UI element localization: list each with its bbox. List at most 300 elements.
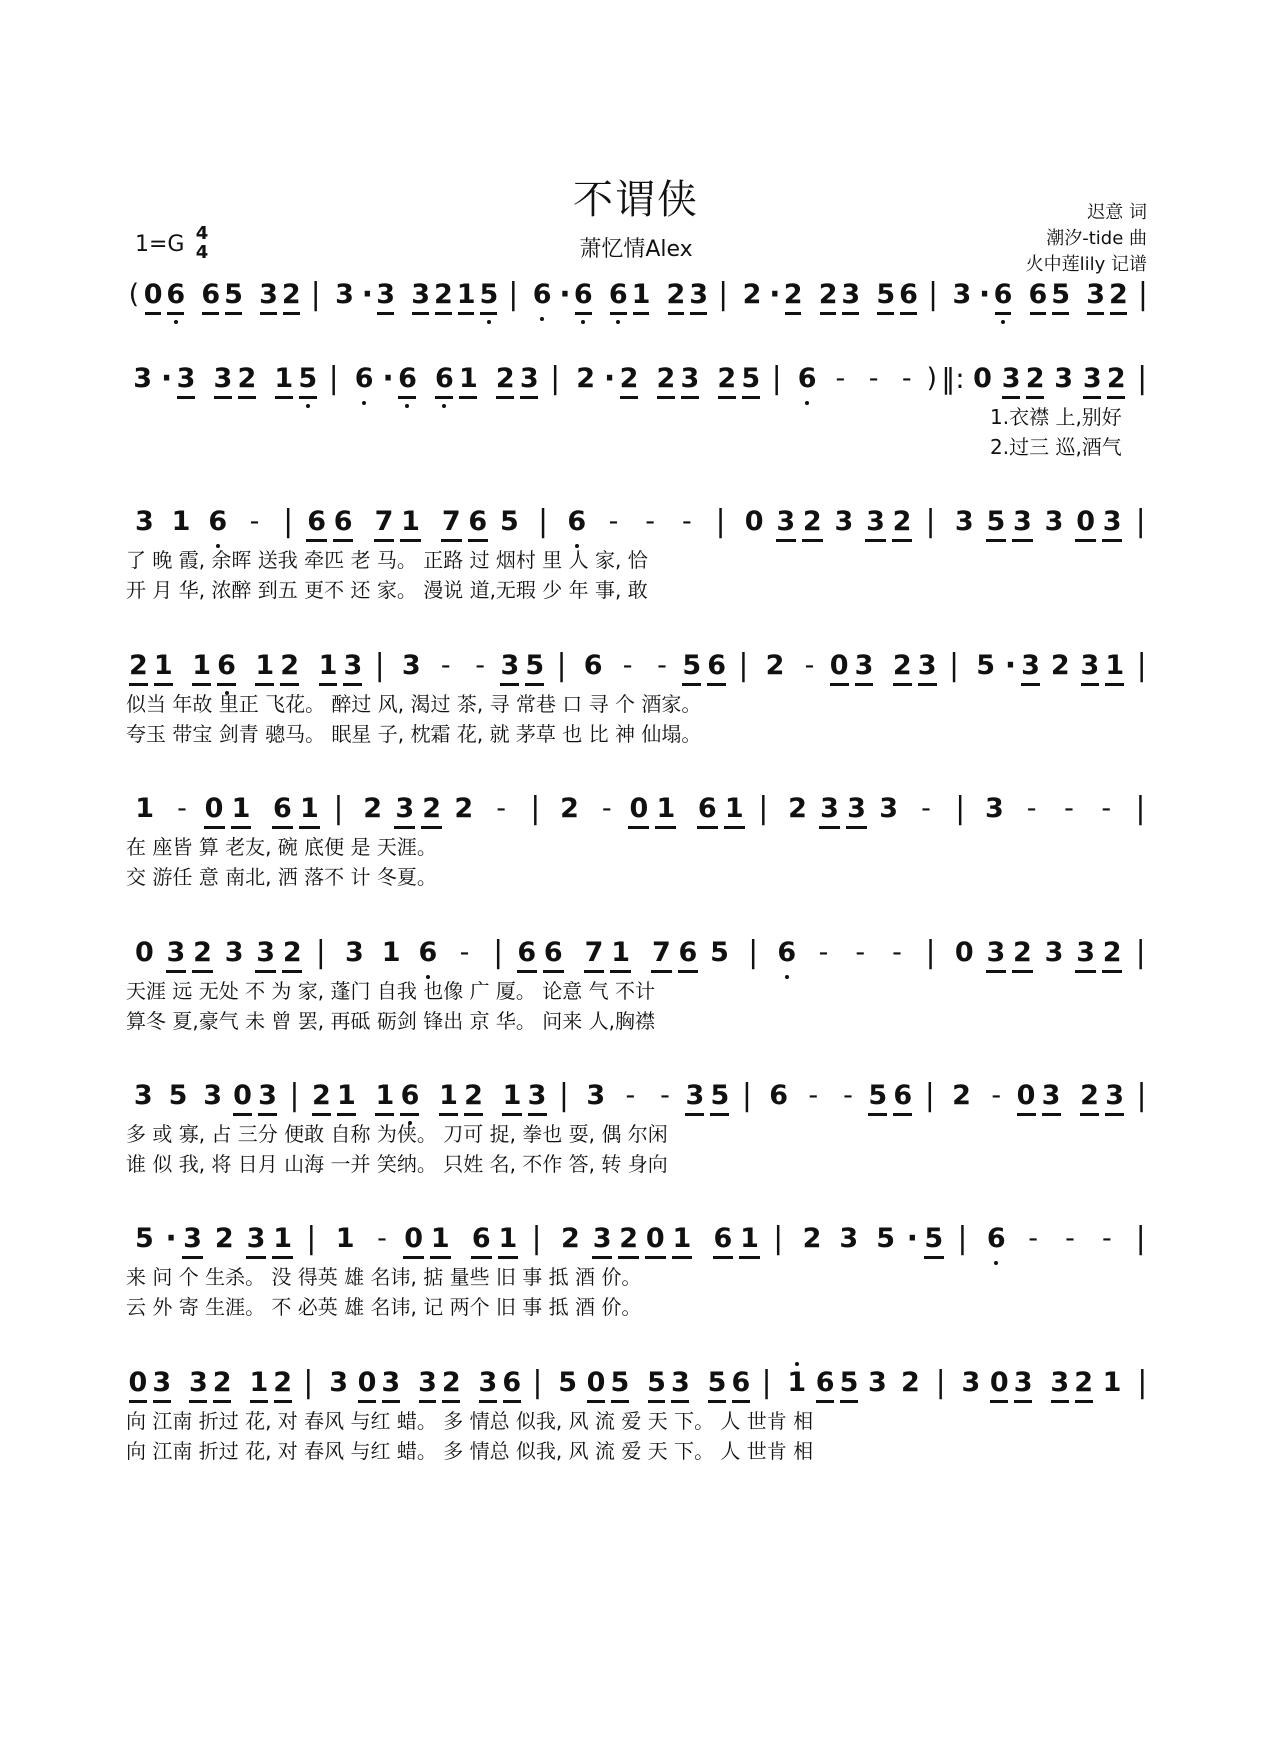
note: 3 bbox=[416, 1366, 440, 1400]
note: 2 bbox=[271, 1366, 295, 1400]
lyric-line bbox=[126, 862, 1156, 892]
note: 0 bbox=[143, 279, 163, 310]
lyric-text: 谁 似 我, 将 日月 山海 一并 笑纳。 只姓 名, 不作 答, 转 身向 bbox=[126, 1152, 668, 1176]
extension-dash: - bbox=[377, 1223, 387, 1254]
note: 5 bbox=[876, 1223, 896, 1254]
bar-line: | bbox=[935, 1365, 946, 1400]
note: 3 bbox=[179, 1222, 206, 1256]
note: 6 bbox=[514, 936, 541, 970]
extension-dash: - bbox=[1101, 1223, 1112, 1254]
note: 2 bbox=[666, 279, 686, 310]
lyric-text: 天涯 远 无处 不 为 家, 蓬门 自我 也像 广 厦。 论意 气 不计 bbox=[126, 979, 656, 1003]
note: 6 bbox=[572, 278, 595, 312]
bar-line: | bbox=[333, 791, 344, 826]
note: 7 bbox=[438, 505, 465, 539]
lyric-text: 了 晚 霞, 余晖 送我 牵匹 老 马。 正路 过 烟村 里 人 家, 恰 bbox=[126, 548, 648, 572]
notation-row bbox=[126, 278, 1156, 338]
bar-line: | bbox=[771, 361, 782, 396]
note: 3 bbox=[879, 793, 899, 824]
note: 2 bbox=[654, 362, 678, 396]
note: 1 bbox=[269, 1222, 296, 1256]
note: 1 bbox=[252, 649, 277, 683]
note: 6 bbox=[164, 278, 187, 312]
note: 6 bbox=[303, 505, 330, 539]
note: 3 bbox=[868, 1367, 887, 1398]
lyric-line bbox=[126, 1149, 1156, 1179]
note: 3 bbox=[340, 649, 365, 683]
note: 6 bbox=[410, 936, 447, 970]
note: 1 bbox=[316, 649, 341, 683]
note: 3 bbox=[586, 1080, 606, 1111]
lyric-text: 1.衣襟 上,别好 bbox=[990, 405, 1122, 429]
bar-line: | bbox=[556, 648, 567, 683]
note: 5 bbox=[921, 1222, 948, 1256]
note: 3 bbox=[1054, 363, 1074, 394]
note: 3 bbox=[335, 279, 354, 310]
note: 6 bbox=[330, 505, 357, 539]
augmentation-dot: · bbox=[382, 361, 394, 396]
lyric-text: 算冬 夏,豪气 未 曾 罢, 再砥 砺剑 锋出 京 华。 问来 人,胸襟 bbox=[126, 1009, 656, 1033]
note: 3 bbox=[150, 1366, 174, 1400]
bar-line: | bbox=[1135, 935, 1146, 970]
bar-line: | bbox=[1137, 277, 1148, 312]
note: 0 bbox=[954, 937, 974, 968]
note: 5 bbox=[865, 1079, 890, 1113]
lyric-text: 向 江南 折过 花, 对 春风 与红 蜡。 多 情总 似我, 风 流 爱 天 下。 人 世肯 相 bbox=[126, 1439, 814, 1463]
note: 3 bbox=[1044, 506, 1064, 537]
extension-dash: - bbox=[622, 650, 633, 681]
extension-dash: - bbox=[625, 1080, 636, 1111]
note: 6 bbox=[992, 278, 1015, 312]
note: 2 bbox=[1108, 279, 1128, 310]
note: 5 bbox=[224, 279, 243, 310]
note: 3 bbox=[999, 362, 1023, 396]
note: 2 bbox=[615, 1222, 642, 1256]
note: 3 bbox=[134, 506, 154, 537]
low-octave-dot bbox=[540, 317, 544, 321]
note: 3 bbox=[379, 1366, 403, 1400]
note: 2 bbox=[788, 793, 807, 824]
low-octave-dot bbox=[581, 320, 585, 324]
note: 0 bbox=[1014, 1079, 1039, 1113]
note: 3 bbox=[852, 649, 877, 683]
low-octave-dot bbox=[1001, 320, 1005, 324]
extension-dash: - bbox=[459, 937, 470, 968]
note: 2 bbox=[279, 936, 306, 970]
bar-line: | bbox=[955, 791, 966, 826]
high-octave-dot bbox=[795, 1362, 799, 1366]
note: 6 bbox=[395, 362, 419, 396]
note: 2 bbox=[802, 1223, 822, 1254]
bar-line: | bbox=[758, 791, 769, 826]
note: 1 bbox=[189, 649, 214, 683]
bar-line: | bbox=[493, 935, 504, 970]
bar-line: | bbox=[1135, 1221, 1146, 1256]
note: 2 bbox=[783, 279, 803, 310]
note: 3 bbox=[862, 505, 889, 539]
extension-dash: - bbox=[1026, 793, 1037, 824]
note: 3 bbox=[589, 1222, 616, 1256]
note: 5 bbox=[477, 278, 500, 312]
composer-credit: 潮汐-tide 曲 bbox=[1046, 228, 1147, 249]
bar-line: | bbox=[924, 1078, 935, 1113]
low-octave-dot bbox=[616, 320, 620, 324]
note: 3 bbox=[834, 506, 854, 537]
lyric-line bbox=[126, 1119, 1156, 1149]
note: 1 bbox=[652, 792, 679, 826]
bar-line: | bbox=[550, 361, 561, 396]
lyricist-credit: 迟意 词 bbox=[1087, 202, 1147, 223]
note: 1 bbox=[335, 1223, 355, 1254]
extension-dash: - bbox=[1101, 793, 1112, 824]
intro-paren: ( bbox=[128, 279, 140, 310]
note: 3 bbox=[243, 1222, 270, 1256]
note: 6 bbox=[199, 505, 236, 539]
note: 2 bbox=[799, 505, 826, 539]
note: 2 bbox=[742, 279, 762, 310]
note: 5 bbox=[837, 1366, 861, 1400]
note: 0 bbox=[973, 363, 992, 394]
extension-dash: - bbox=[475, 650, 486, 681]
note: 6 bbox=[465, 505, 492, 539]
repeat-sign: ‖: bbox=[941, 362, 965, 395]
note: 0 bbox=[134, 937, 154, 968]
augmentation-dot: · bbox=[906, 1221, 919, 1256]
note: 2 bbox=[890, 649, 915, 683]
note: 3 bbox=[952, 279, 972, 310]
note: 3 bbox=[255, 1079, 280, 1113]
note: 3 bbox=[961, 1367, 981, 1398]
note: 3 bbox=[252, 936, 279, 970]
note: 2 bbox=[889, 505, 916, 539]
note: 5 bbox=[522, 649, 547, 683]
note: 2 bbox=[493, 362, 517, 396]
lyric-line bbox=[126, 1292, 1156, 1322]
intro-paren: ) bbox=[926, 363, 937, 394]
note: 3 bbox=[678, 362, 702, 396]
low-octave-dot bbox=[405, 404, 409, 408]
note: 1 bbox=[296, 792, 323, 826]
note: 0 bbox=[400, 1222, 427, 1256]
note: 2 bbox=[235, 362, 259, 396]
note: 6 bbox=[214, 649, 239, 683]
low-octave-dot bbox=[174, 320, 178, 324]
note: 5 bbox=[710, 937, 729, 968]
note: 2 bbox=[418, 792, 445, 826]
extension-dash: - bbox=[608, 506, 619, 537]
bar-line: | bbox=[315, 935, 326, 970]
extension-dash: - bbox=[808, 1080, 819, 1111]
note: 1 bbox=[669, 1222, 696, 1256]
augmentation-dot: · bbox=[165, 1221, 177, 1256]
note: 6 bbox=[675, 936, 702, 970]
note: 5 bbox=[168, 1080, 188, 1111]
note: 1 bbox=[427, 1222, 454, 1256]
note: 6 bbox=[769, 1080, 789, 1111]
extension-dash: - bbox=[645, 506, 656, 537]
extension-dash: - bbox=[921, 793, 931, 824]
note: 3 bbox=[983, 936, 1010, 970]
note: 3 bbox=[1044, 937, 1064, 968]
note: 2 bbox=[461, 1079, 486, 1113]
extension-dash: - bbox=[660, 1080, 670, 1111]
note: 2 bbox=[433, 279, 453, 310]
augmentation-dot: · bbox=[559, 277, 571, 312]
lyric-line bbox=[126, 1006, 1156, 1036]
note: 3 bbox=[1039, 1079, 1064, 1113]
note: 1 bbox=[334, 1079, 359, 1113]
time-signature-top: 4 bbox=[195, 223, 209, 244]
key-signature: 1=G bbox=[135, 232, 185, 257]
bar-line: | bbox=[508, 277, 519, 312]
note: 3 bbox=[329, 1367, 348, 1398]
note: 2 bbox=[210, 1366, 234, 1400]
note: 2 bbox=[818, 279, 838, 310]
note: 3 bbox=[133, 363, 152, 394]
note: 1 bbox=[456, 362, 480, 396]
extension-dash: - bbox=[496, 793, 506, 824]
bar-line: | bbox=[328, 361, 339, 396]
note: 2 bbox=[560, 793, 579, 824]
note: 2 bbox=[1072, 1366, 1096, 1400]
extension-dash: - bbox=[835, 363, 846, 394]
note: 3 bbox=[1009, 505, 1036, 539]
bar-line: | bbox=[948, 648, 960, 683]
note: 2 bbox=[454, 793, 474, 824]
bar-line: | bbox=[306, 1221, 317, 1256]
extension-dash: - bbox=[657, 650, 667, 681]
note: 2 bbox=[281, 279, 301, 310]
note: 3 bbox=[915, 649, 940, 683]
lyric-text: 在 座皆 算 老友, 碗 底便 是 天涯。 bbox=[126, 835, 437, 859]
extension-dash: - bbox=[892, 937, 902, 968]
note: 3 bbox=[476, 1366, 500, 1400]
note: 2 bbox=[1009, 936, 1036, 970]
bar-line: | bbox=[558, 1078, 570, 1113]
note: 6 bbox=[583, 650, 603, 681]
note: 6 bbox=[348, 362, 381, 396]
note: 2 bbox=[1050, 650, 1070, 681]
lyric-line bbox=[126, 719, 1156, 749]
bar-line: | bbox=[718, 277, 729, 312]
note: 3 bbox=[841, 279, 861, 310]
low-octave-dot bbox=[362, 401, 366, 405]
note: 5 bbox=[705, 1366, 729, 1400]
lyric-line bbox=[126, 832, 1156, 862]
note: 1 bbox=[499, 1079, 524, 1113]
note: 5 bbox=[983, 505, 1010, 539]
bar-line: | bbox=[289, 1078, 300, 1113]
note: 6 bbox=[500, 1366, 524, 1400]
note: 3 bbox=[1048, 1366, 1072, 1400]
note: 2 bbox=[277, 649, 302, 683]
note: 6 bbox=[432, 362, 456, 396]
note: 2 bbox=[309, 1079, 334, 1113]
note: 3 bbox=[954, 506, 974, 537]
note: 7 bbox=[648, 936, 675, 970]
note: 3 bbox=[816, 792, 843, 826]
bar-line: | bbox=[748, 935, 759, 970]
extension-dash: - bbox=[440, 650, 451, 681]
note: 2 bbox=[765, 650, 785, 681]
note: 3 bbox=[174, 362, 198, 396]
extension-dash: - bbox=[249, 506, 260, 537]
note: 3 bbox=[211, 362, 235, 396]
lyric-text: 开 月 华, 浓醉 到五 更不 还 家。 漫说 道,无瑕 少 年 事, 敢 bbox=[126, 578, 648, 602]
note: 3 bbox=[517, 362, 541, 396]
note: 6 bbox=[710, 1222, 737, 1256]
note: 2 bbox=[617, 362, 641, 396]
note: 3 bbox=[376, 279, 396, 310]
lyric-text: 夸玉 带宝 剑青 骢马。 眠星 子, 枕霜 花, 就 茅草 也 比 神 仙塌。 bbox=[126, 722, 702, 746]
note: 3 bbox=[773, 505, 800, 539]
note: 3 bbox=[411, 279, 431, 310]
credits bbox=[1026, 200, 1147, 278]
note: 6 bbox=[890, 1079, 915, 1113]
note: 1 bbox=[436, 1079, 461, 1113]
note: 2 bbox=[214, 1223, 234, 1254]
bar-line: | bbox=[738, 648, 749, 683]
bar-line: | bbox=[741, 1078, 752, 1113]
note: 1 bbox=[721, 792, 748, 826]
low-octave-dot bbox=[805, 401, 809, 405]
bar-line: | bbox=[925, 935, 936, 970]
note: 3 bbox=[1080, 362, 1104, 396]
lyric-text: 多 或 寡, 占 三分 便敢 自称 为侠。 刀可 捉, 拳也 耍, 偶 尔闲 bbox=[126, 1122, 668, 1146]
note: 3 bbox=[345, 937, 364, 968]
augmentation-dot: · bbox=[361, 277, 374, 312]
note: 3 bbox=[1018, 649, 1043, 683]
note: 1 bbox=[631, 279, 651, 310]
note: 5 bbox=[876, 279, 896, 310]
note: 6 bbox=[607, 278, 630, 312]
note: 6 bbox=[729, 1366, 753, 1400]
lyric-text: 2.过三 巡,酒气 bbox=[990, 435, 1122, 459]
extension-dash: - bbox=[818, 937, 829, 968]
note: 1 bbox=[736, 1222, 763, 1256]
lyric-text: 来 问 个 生杀。 没 得英 雄 名讳, 掂 量些 旧 事 抵 酒 价。 bbox=[126, 1265, 642, 1289]
extension-dash: - bbox=[868, 363, 879, 394]
bar-line: | bbox=[761, 1365, 772, 1400]
note: 3 bbox=[1078, 649, 1103, 683]
note: 3 bbox=[682, 1079, 707, 1113]
note: 6 bbox=[1028, 279, 1048, 310]
note: 1 bbox=[372, 1079, 397, 1113]
note: 5 bbox=[1051, 279, 1071, 310]
note: 3 bbox=[1086, 279, 1106, 310]
note: 5 bbox=[976, 650, 995, 681]
note: 2 bbox=[1104, 362, 1128, 396]
note: 0 bbox=[1072, 505, 1099, 539]
note: 0 bbox=[987, 1366, 1011, 1400]
note: 1 bbox=[151, 649, 176, 683]
bar-line: | bbox=[310, 277, 321, 312]
note: 1 bbox=[171, 506, 191, 537]
bar-line: | bbox=[532, 1365, 543, 1400]
note: 6 bbox=[526, 278, 557, 312]
note: 3 bbox=[497, 649, 522, 683]
note: 3 bbox=[689, 279, 709, 310]
note: 1 bbox=[1102, 1367, 1122, 1398]
note: 6 bbox=[813, 1366, 837, 1400]
note: 2 bbox=[576, 363, 595, 394]
bar-line: | bbox=[925, 504, 936, 539]
note: 3 bbox=[203, 1080, 223, 1111]
lyric-line bbox=[126, 545, 1156, 575]
extension-dash: - bbox=[843, 1080, 853, 1111]
lyric-text: 似当 年故 里正 飞花。 醉过 风, 渴过 茶, 寻 常巷 口 寻 个 酒家。 bbox=[126, 692, 702, 716]
low-octave-dot bbox=[442, 404, 446, 408]
note: 3 bbox=[163, 936, 190, 970]
lyric-line bbox=[126, 1262, 1156, 1292]
singer-name: 萧忆情Alex bbox=[579, 237, 693, 262]
extension-dash: - bbox=[991, 1080, 1002, 1111]
note: 7 bbox=[371, 505, 398, 539]
augmentation-dot: · bbox=[1004, 648, 1017, 683]
note: 1 bbox=[607, 936, 634, 970]
note: 7 bbox=[581, 936, 608, 970]
bar-line: | bbox=[1137, 1365, 1148, 1400]
bar-line: | bbox=[530, 791, 541, 826]
augmentation-dot: · bbox=[160, 361, 173, 396]
note: 6 bbox=[768, 936, 805, 970]
lyric-line bbox=[990, 432, 1150, 462]
note: 3 bbox=[133, 1080, 153, 1111]
bar-line: | bbox=[927, 277, 939, 312]
note: 3 bbox=[839, 1223, 859, 1254]
note: 3 bbox=[668, 1366, 692, 1400]
note: 2 bbox=[439, 1366, 463, 1400]
note: 2 bbox=[715, 362, 739, 396]
extension-dash: - bbox=[682, 506, 692, 537]
note: 3 bbox=[843, 792, 870, 826]
note: 2 bbox=[363, 793, 382, 824]
lyric-line bbox=[126, 575, 1156, 605]
note: 1 bbox=[228, 792, 255, 826]
note: 2 bbox=[126, 649, 151, 683]
note: 3 bbox=[259, 279, 278, 310]
note: 0 bbox=[827, 649, 852, 683]
note: 3 bbox=[1102, 1079, 1127, 1113]
extension-dash: - bbox=[901, 363, 912, 394]
lyric-line bbox=[126, 976, 1156, 1006]
bar-line: | bbox=[1135, 791, 1146, 826]
bar-line: | bbox=[1135, 504, 1146, 539]
note: 2 bbox=[1023, 362, 1047, 396]
note: 2 bbox=[1077, 1079, 1102, 1113]
bar-line: | bbox=[1136, 1078, 1147, 1113]
bar-line: | bbox=[531, 1221, 542, 1256]
extension-dash: - bbox=[1064, 793, 1074, 824]
note: 3 bbox=[1099, 505, 1126, 539]
note: 0 bbox=[230, 1079, 255, 1113]
note: 0 bbox=[744, 506, 764, 537]
extension-dash: - bbox=[1065, 1223, 1075, 1254]
note: 5 bbox=[500, 506, 519, 537]
bar-line: | bbox=[773, 1221, 784, 1256]
bar-line: | bbox=[957, 1221, 968, 1256]
note: 1 bbox=[381, 937, 401, 968]
low-octave-dot bbox=[487, 320, 491, 324]
augmentation-dot: · bbox=[978, 277, 991, 312]
note: 1 bbox=[456, 279, 476, 310]
extension-dash: - bbox=[855, 937, 866, 968]
note: 5 bbox=[558, 1367, 578, 1398]
bar-line: | bbox=[374, 648, 385, 683]
note: 0 bbox=[584, 1366, 608, 1400]
note: 1 bbox=[1102, 649, 1127, 683]
note: 0 bbox=[355, 1366, 379, 1400]
